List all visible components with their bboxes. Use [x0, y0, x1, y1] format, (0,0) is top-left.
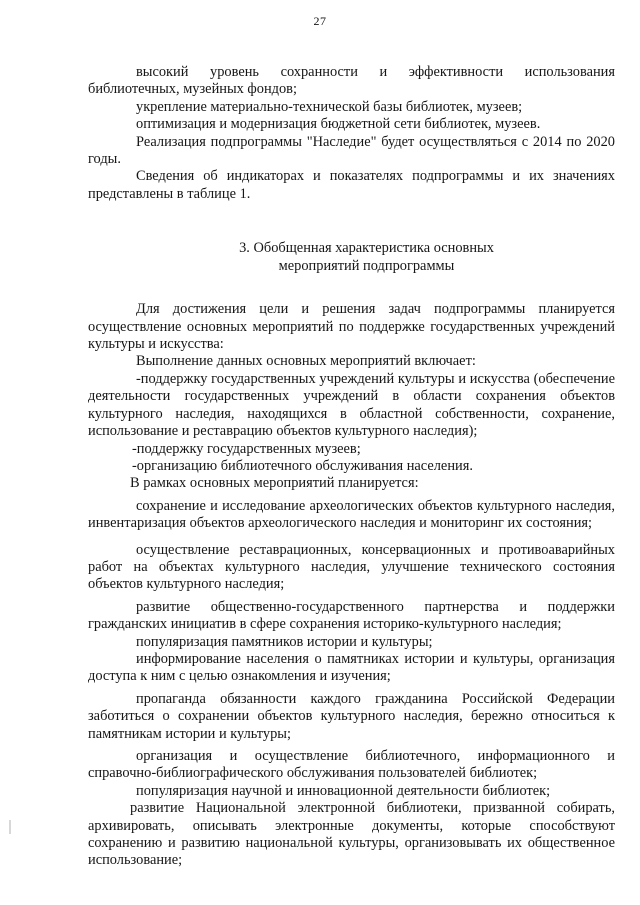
document-body — [88, 64, 615, 870]
section-heading — [88, 239, 615, 275]
list-item-restoration: осуществление реставрационных, консервационных и противоаварийных работ на объектах культурного наследия, улучшение технического состояния объектов культурного наследия; — [88, 541, 615, 593]
paragraph-includes: Выполнение данных основных мероприятий включает: — [136, 353, 476, 370]
paragraph-optimization: оптимизация и модернизация бюджетной сети библиотек, музеев. — [136, 116, 541, 133]
list-item-popularization-monuments: популяризация памятников истории и культуры; — [136, 633, 433, 650]
page-number: 27 — [313, 14, 327, 28]
paragraph-strengthening-base: укрепление материально-технической базы библиотек, музеев; — [136, 98, 523, 115]
list-item-support-museums: -поддержку государственных музеев; — [132, 440, 361, 457]
list-item-national-library: развитие Национальной электронной библиотеки, призванной собирать, архивировать, описывать электронные документы, которые способствуют сохранению и развитию национальной культуры, организовывать их общественное использование; — [88, 800, 615, 869]
list-item-library-organization: организация и осуществление библиотечного, информационного и справочно-библиографического обслуживания пользователей библиотек; — [88, 748, 615, 782]
list-item-popularization-science: популяризация научной и инновационной деятельности библиотек; — [136, 782, 551, 799]
list-item-informing-population: информирование населения о памятниках истории и культуры, организация доступа к ним с целью ознакомления и изучения; — [88, 650, 615, 685]
list-item-support-institutions: -поддержку государственных учреждений культуры и искусства (обеспечение деятельности государственных учреждений в области сохранения объектов культурного наследия, находящихся в областной собственности, сохранение, использование и реставрацию объектов культурного наследия); — [88, 370, 615, 440]
paragraph-preservation-level: высокий уровень сохранности и эффективности использования библиотечных, музейных фондов; — [88, 64, 615, 98]
paragraph-indicators-reference: Сведения об индикаторах и показателях подпрограммы и их значениях представлены в таблице 1. — [88, 168, 615, 202]
section-heading-line-1: 3. Обобщенная характеристика основных — [239, 240, 494, 257]
list-item-archaeology: сохранение и исследование археологических объектов культурного наследия, инвентаризация объектов археологического наследия и мониторинг их состояния; — [88, 497, 615, 532]
paragraph-goal-achievement: Для достижения цели и решения задач подпрограммы планируется осуществление основных мероприятий по поддержке государственных учреждений культуры и искусства: — [88, 301, 615, 353]
list-item-propaganda: пропаганда обязанности каждого гражданина Российской Федерации заботиться о сохранении объектов культурного наследия, бережно относиться к памятникам истории и культуры; — [88, 690, 615, 742]
paragraph-implementation-period: Реализация подпрограммы "Наследие" будет осуществляться с 2014 по 2020 годы. — [88, 133, 615, 168]
list-item-partnership: развитие общественно-государственного партнерства и поддержки гражданских инициатив в сфере сохранения историко-культурного наследия; — [88, 598, 615, 633]
paragraph-planned: В рамках основных мероприятий планируется: — [130, 475, 419, 492]
scan-margin-mark — [9, 820, 11, 834]
list-item-library-service: -организацию библиотечного обслуживания населения. — [132, 457, 473, 474]
section-heading-line-2: мероприятий подпрограммы — [278, 258, 455, 275]
